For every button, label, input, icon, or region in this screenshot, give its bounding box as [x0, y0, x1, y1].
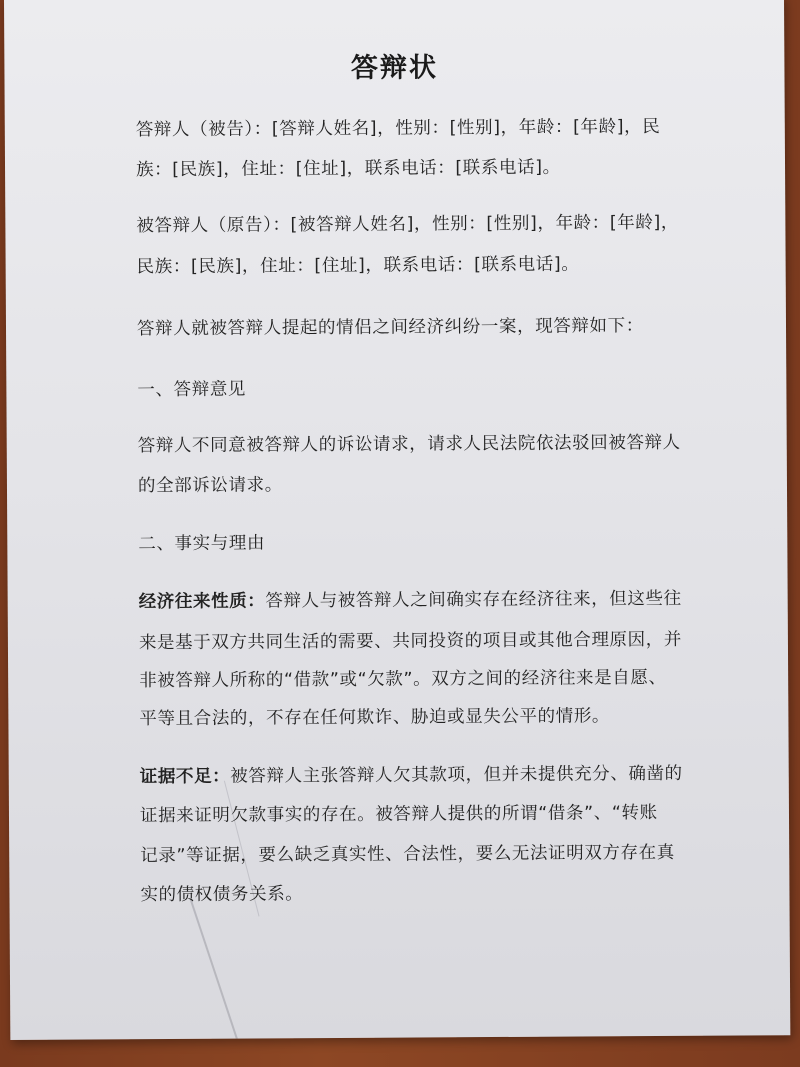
plaintiff-info-line: 民族：[民族]，住址：[住址]，联系电话：[联系电话]。 [136, 254, 580, 278]
paragraph-label: 证据不足： [139, 766, 231, 788]
section-heading: 一、答辩意见 [137, 379, 247, 401]
body-text: 答辩人与被答辩人之间确实存在经济往来，但这些往 [265, 588, 682, 612]
defendant-info-line: 答辩人（被告）：[答辩人姓名]，性别：[性别]，年龄：[年龄]，民 [135, 116, 661, 141]
body-line: 记录”等证据，要么缺乏真实性、合法性，要么无法证明双方存在真 [140, 842, 675, 867]
intro-paragraph: 答辩人就被答辩人提起的情侣之间经济纠纷一案，现答辩如下： [136, 316, 644, 340]
plaintiff-info-line: 被答辩人（原告）：[被答辩人姓名]，性别：[性别]，年龄：[年龄]， [136, 212, 680, 237]
body-line: 的全部诉讼请求。 [137, 475, 283, 497]
defendant-info-line: 族：[民族]，住址：[住址]，联系电话：[联系电话]。 [135, 157, 561, 181]
body-text: 被答辩人主张答辩人欠其款项，但并未提供充分、确凿的 [230, 763, 683, 787]
body-line [139, 585, 699, 613]
body-line: 证据来证明欠款事实的存在。被答辩人提供的所谓“借条”、“转账 [139, 803, 658, 827]
body-line: 实的债权债务关系。 [140, 884, 304, 906]
document-title: 答辩状 [350, 52, 439, 84]
body-line: 平等且合法的，不存在任何欺诈、胁迫或显失公平的情形。 [139, 706, 611, 730]
paper-crease [190, 899, 239, 1040]
body-line [140, 760, 700, 788]
body-line: 答辩人不同意被答辩人的诉讼请求，请求人民法院依法驳回被答辩人 [137, 432, 681, 457]
body-line: 非被答辩人所称的“借款”或“欠款”。双方之间的经济往来是自愿、 [139, 667, 667, 692]
section-heading: 二、事实与理由 [138, 533, 266, 555]
document-page [4, 0, 790, 1040]
paragraph-label: 经济往来性质： [138, 591, 266, 613]
body-line: 来是基于双方共同生活的需要、共同投资的项目或其他合理原因，并 [138, 629, 682, 654]
